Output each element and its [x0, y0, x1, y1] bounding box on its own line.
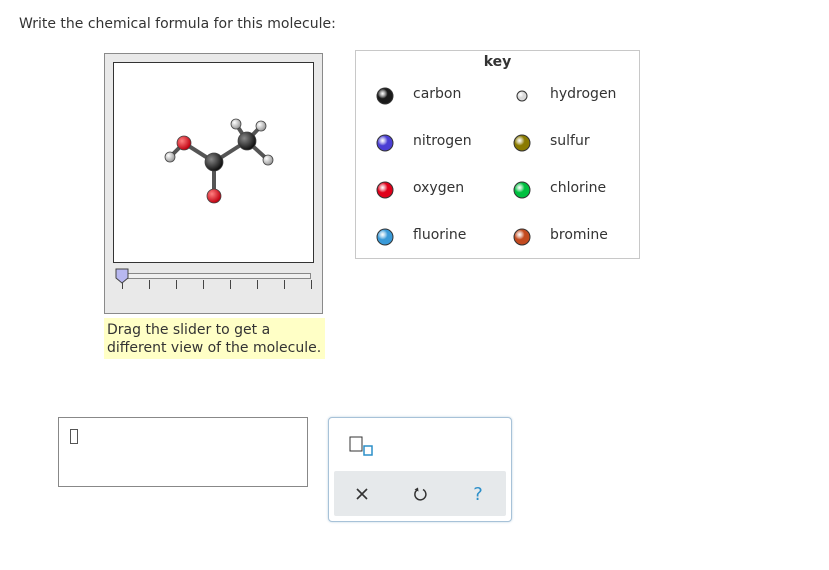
slider-tick [149, 280, 150, 289]
slider-track[interactable] [122, 273, 311, 279]
close-icon [355, 487, 369, 501]
key-dot-carbon [376, 87, 394, 105]
slider-hint: Drag the slider to get a different view of the molecule. [104, 318, 325, 359]
palette-action-bar [334, 471, 506, 516]
key-label: chlorine [550, 180, 607, 196]
input-placeholder-box [70, 429, 78, 444]
slider-tick [311, 280, 312, 289]
key-dot-nitrogen [376, 134, 394, 152]
view-slider[interactable] [114, 268, 313, 300]
key-label: sulfur [550, 133, 590, 149]
key-label: bromine [550, 227, 608, 243]
key-label: nitrogen [413, 133, 472, 149]
slider-ticks [114, 280, 313, 292]
slider-tick [257, 280, 258, 289]
formula-tools-palette [328, 417, 512, 522]
help-button[interactable]: ? [473, 483, 483, 505]
molecule-viewer [104, 53, 323, 314]
question-prompt: Write the chemical formula for this molecule: [19, 16, 336, 32]
key-dot-oxygen [376, 181, 394, 199]
key-dot-sulfur [513, 134, 531, 152]
molecule-canvas[interactable] [113, 62, 314, 263]
key-label: oxygen [413, 180, 465, 196]
key-title: key [483, 54, 512, 70]
slider-tick [176, 280, 177, 289]
key-label: carbon [413, 86, 462, 102]
key-dot-hydrogen [513, 87, 531, 105]
element-key [355, 50, 640, 259]
clear-button[interactable] [348, 480, 376, 508]
subscript-icon [348, 434, 378, 458]
slider-tick [230, 280, 231, 289]
key-dot-bromine [513, 228, 531, 246]
molecule-model [114, 63, 313, 262]
formula-answer-field[interactable] [58, 417, 308, 487]
undo-button[interactable] [406, 480, 434, 508]
slider-tick [203, 280, 204, 289]
key-dot-fluorine [376, 228, 394, 246]
slider-thumb[interactable] [115, 268, 129, 284]
key-label: fluorine [413, 227, 467, 243]
subscript-button[interactable] [348, 434, 378, 458]
slider-tick [284, 280, 285, 289]
undo-icon [412, 486, 428, 502]
key-dot-chlorine [513, 181, 531, 199]
key-label: hydrogen [550, 86, 617, 102]
